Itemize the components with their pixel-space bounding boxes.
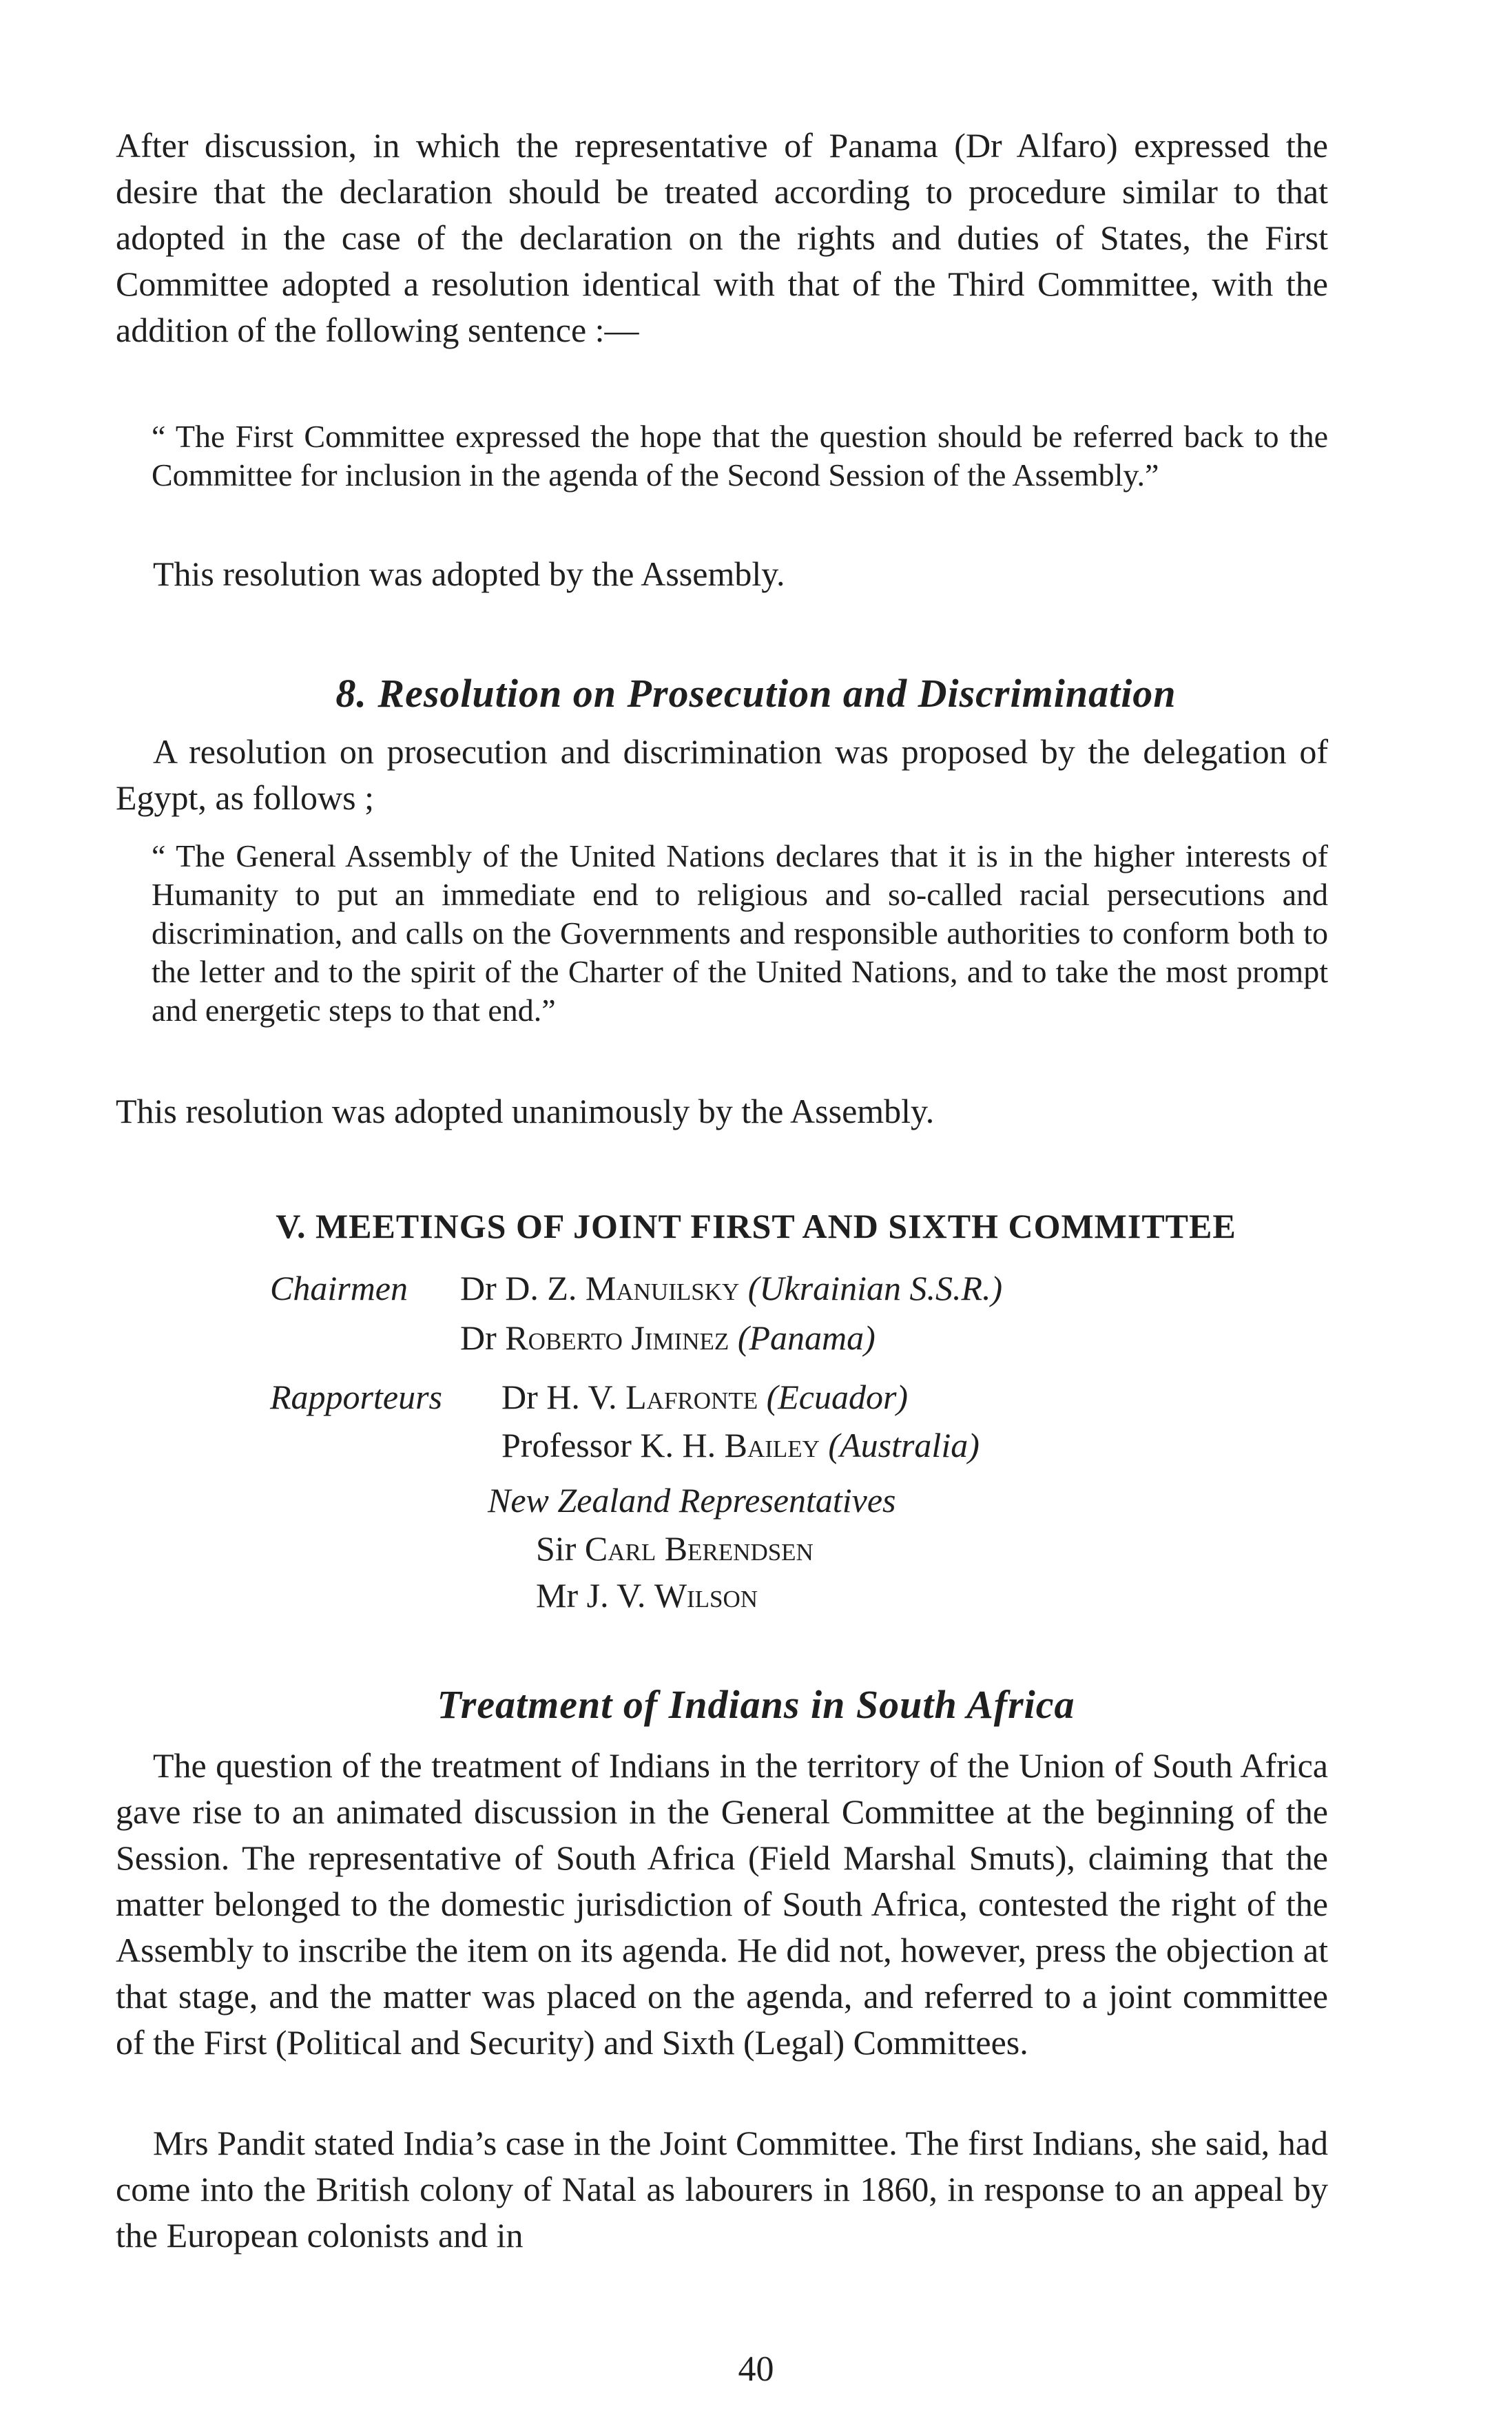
nz-representatives-heading: New Zealand Representatives	[488, 1481, 896, 1520]
rapporteur1-country: (Ecuador)	[766, 1378, 909, 1416]
page-number: 40	[738, 2350, 774, 2389]
rapporteur1-name: Lafronte	[625, 1378, 758, 1416]
nz-rep-berendsen	[536, 1528, 814, 1569]
rep2-name: Wilson	[654, 1576, 758, 1615]
rep1-title: Sir	[536, 1529, 577, 1568]
rep1-name: Carl Berendsen	[584, 1529, 814, 1568]
rep2-title: Mr J. V.	[536, 1576, 646, 1615]
nz-rep-wilson	[536, 1575, 758, 1616]
chairman2-country: (Panama)	[737, 1318, 876, 1357]
rapporteur2-name: Bailey	[724, 1426, 820, 1464]
rapporteurs-label: Rapporteurs	[270, 1378, 442, 1416]
chairman1-title: Dr D. Z.	[460, 1269, 577, 1307]
indians-paragraph-1: The question of the treatment of Indians in the territory of the Union of South Africa gave rise to an animated discussion in the General Committee at the beginning of the Session. The representative of South Africa (Field Marshal Smuts), claiming that the matter belonged to the domestic jurisdiction of South Africa, contested the right of the Assembly to inscribe the item on its agenda. He did not, however, press the objection at that stage, and the matter was placed on the agenda, and referred to a joint committee of the First (Political and Security) and Sixth (Legal) Committees.	[116, 1746, 1328, 2062]
rapporteur2-country: (Australia)	[828, 1426, 980, 1464]
chairman1-name: Manuilsky	[585, 1269, 740, 1307]
rapporteur-bailey	[501, 1424, 980, 1466]
indians-section-heading: Treatment of Indians in South Africa	[437, 1682, 1075, 1727]
section-8-intro: A resolution on prosecution and discrimination was proposed by the delegation of Egypt, as follows ;	[116, 732, 1328, 817]
rapporteur-lafronte	[501, 1376, 908, 1418]
first-adoption-note: This resolution was adopted by the Assembly.	[153, 555, 785, 593]
chairman2-title: Dr	[460, 1318, 497, 1357]
chairman-manuilsky	[460, 1267, 1002, 1309]
section-8-heading: 8. Resolution on Prosecution and Discrimination	[335, 671, 1177, 716]
rapporteur1-title: Dr H. V.	[501, 1378, 617, 1416]
indians-paragraph-2: Mrs Pandit stated India’s case in the Joint Committee. The first Indians, she said, had come into the British colony of Natal as labourers in 1860, in response to an appeal by the European colonists and in	[116, 2124, 1328, 2255]
chairman2-name: Roberto Jiminez	[505, 1318, 729, 1357]
section-8-adoption-note: This resolution was adopted unanimously by the Assembly.	[116, 1092, 935, 1130]
chairman1-country: (Ukrainian S.S.R.)	[747, 1269, 1003, 1307]
chairmen-label: Chairmen	[270, 1269, 408, 1307]
opening-paragraph: After discussion, in which the representative of Panama (Dr Alfaro) expressed the desire that the declaration should be treated according to procedure similar to that adopted in the case of the declaration on the rights and duties of States, the First Committee adopted a resolution identical with that of the Third Committee, with the addition of the following sentence :—	[116, 126, 1328, 349]
rapporteur2-title: Professor K. H.	[501, 1426, 716, 1464]
committee-hope-quote: “ The First Committee expressed the hope that the question should be referred back to the Committee for inclusion in the agenda of the Second Session of the Assembly.”	[152, 419, 1328, 493]
section-5-heading: V. MEETINGS OF JOINT FIRST AND SIXTH COMMITTEE	[276, 1207, 1236, 1245]
egypt-resolution-quote: “ The General Assembly of the United Nations declares that it is in the higher interests of Humanity to put an immediate end to religious and so-called racial persecutions and discrimination, and calls on the Governments and responsible authorities to conform both to the letter and to the spirit of the Charter of the United Nations, and to take the most prompt and energetic steps to that end.”	[152, 838, 1328, 1028]
chairman-jiminez	[460, 1317, 876, 1358]
